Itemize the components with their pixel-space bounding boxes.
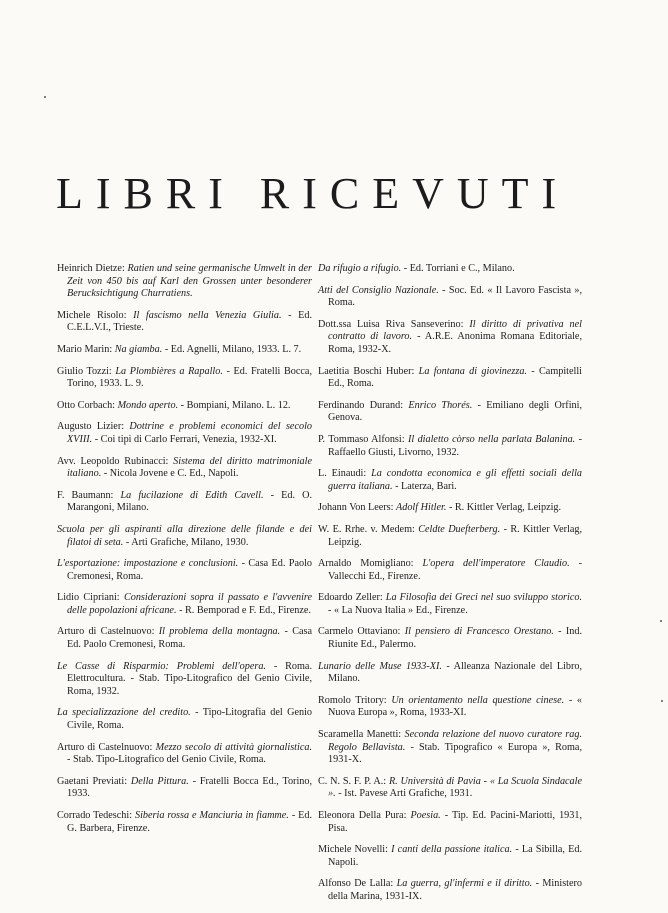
entry-title: La Filosofia dei Greci nel suo sviluppo storico.	[385, 592, 583, 604]
entry-title: La condotta economica e gli effetti sociali della guerra italiana.	[328, 468, 582, 492]
entry-publisher: - « La Nuova Italia » Ed., Firenze.	[328, 604, 468, 616]
entry-publisher: - Ed. C.E.L.V.I., Trieste.	[67, 309, 313, 334]
entry-author: Romolo Tritory:	[318, 694, 387, 706]
entry-publisher: - Stab. Tipo-Litografico del Genio Civile, Roma.	[67, 754, 266, 766]
entry-publisher: - Ed. G. Barbera, Firenze.	[67, 810, 313, 834]
entry-title: Il fascismo nella Venezia Giulia.	[133, 309, 282, 321]
book-entry	[318, 592, 582, 617]
entry-title: Considerazioni sopra il passato e l'avvenire delle popolazioni africane.	[67, 592, 313, 616]
entry-publisher: - A.R.E. Anonima Romana Editoriale, Roma, 1932-X.	[328, 331, 583, 355]
entry-publisher: - « Nuova Europa », Roma, 1933-XI.	[328, 694, 582, 719]
entry-title: Lunario delle Muse 1933-XI.	[318, 660, 442, 672]
book-entry	[318, 661, 582, 686]
entry-title: La fontana di giovinezza.	[418, 365, 527, 377]
entry-author: Alfonso De Lalla:	[318, 878, 394, 890]
book-entry	[57, 310, 312, 335]
print-speck	[661, 700, 663, 702]
book-entry	[318, 468, 582, 493]
entry-author: Gaetani Previati:	[57, 775, 128, 787]
entry-publisher: - Casa Ed. Paolo Cremonesi, Roma.	[67, 626, 312, 651]
entry-publisher: - Emiliano degli Orfini, Genova.	[328, 399, 583, 424]
entry-title: Celdte Duefterberg.	[418, 523, 501, 535]
print-speck	[660, 620, 662, 622]
entry-author: Heinrich Dietze:	[57, 263, 125, 274]
book-entry	[57, 661, 312, 699]
entry-author: Mario Marin:	[57, 343, 113, 355]
entry-title: Il problema della montagna.	[158, 626, 281, 638]
entry-author: Johann Von Leers:	[318, 502, 394, 514]
entry-title: Poesia.	[410, 810, 441, 821]
entry-author: Scaramella Manetti:	[318, 729, 402, 741]
entry-title: Adolf Hitler.	[396, 502, 447, 514]
entry-publisher: - R. Kittler Verlag, Leipzig.	[448, 502, 562, 514]
book-entry	[57, 490, 312, 515]
entry-title: La guerra, gl'infermi e il diritto.	[396, 878, 533, 890]
entry-author: Augusto Lizier:	[57, 421, 125, 433]
book-entry	[318, 400, 582, 425]
entry-publisher: - Ministero della Marina, 1931-IX.	[328, 878, 582, 902]
entry-title: Scuola per gli aspiranti alla direzione delle filande e dei filatoi di seta.	[57, 523, 312, 548]
entry-publisher: - Casa Ed. Paolo Cremonesi, Roma.	[67, 558, 312, 582]
entry-author: Arturo di Castelnuovo:	[57, 626, 155, 638]
entry-title: Siberia rossa e Manciuria in fiamme.	[135, 810, 289, 821]
book-entry	[318, 729, 582, 767]
book-entry	[57, 592, 312, 617]
entry-publisher: - Campitelli Ed., Roma.	[328, 365, 583, 390]
book-entry	[318, 285, 582, 310]
entry-title: Mondo aperto.	[117, 399, 179, 411]
book-entry	[318, 319, 582, 357]
entry-title: R. Università di Pavia - « La Scuola Sindacale ».	[328, 775, 583, 800]
entry-publisher: - Ed. Fratelli Bocca, Torino, 1933. L. 9.	[67, 365, 312, 390]
entry-author: Avv. Leopoldo Rubinacci:	[57, 455, 169, 467]
book-entry	[318, 558, 582, 583]
entry-publisher: - Ed. Torriani e C., Milano.	[403, 263, 515, 274]
book-entry	[57, 366, 312, 391]
entry-publisher: - Nicola Jovene e C. Ed., Napoli.	[103, 468, 239, 480]
entry-author: W. E. Rrhe. v. Medem:	[318, 523, 415, 535]
entry-title: Dottrine e problemi economici del secolo XVIII.	[67, 421, 312, 445]
book-entry	[57, 421, 312, 446]
entry-author: P. Tommaso Alfonsi:	[318, 433, 405, 445]
entry-author: Michele Novelli:	[318, 844, 388, 856]
entry-title: Da rifugio a rifugio.	[318, 263, 402, 274]
entry-publisher: - Raffaello Giusti, Livorno, 1932.	[328, 433, 583, 458]
entry-title: Il pensiero di Francesco Orestano.	[404, 626, 554, 638]
entry-author: Dott.ssa Luisa Riva Sanseverino:	[318, 318, 464, 330]
book-entry	[57, 707, 312, 732]
page-title: LIBRI RICEVUTI	[56, 169, 570, 218]
entry-publisher: - Vallecchi Ed., Firenze.	[328, 558, 582, 582]
entry-author: Arturo di Castelnuovo:	[57, 741, 153, 753]
entry-title: Ratien und seine germanische Umwelt in der Zeit von 450 bis auf Karl den Grossen unter besonderer Berucksichtigung Churratiens.	[67, 263, 312, 300]
entry-publisher: - R. Bemporad e F. Ed., Firenze.	[179, 604, 311, 616]
book-entry	[318, 844, 582, 869]
entry-title: La Plombières a Rapallo.	[115, 365, 223, 377]
entry-publisher: - Fratelli Bocca Ed., Torino, 1933.	[67, 775, 313, 800]
entry-publisher: - Ist. Pavese Arti Grafiche, 1931.	[338, 788, 473, 800]
entry-title: Enrico Thorés.	[408, 399, 473, 411]
print-speck	[44, 96, 46, 98]
entry-publisher: - Alleanza Nazionale del Libro, Milano.	[328, 660, 583, 685]
book-entry	[318, 776, 582, 801]
book-entry	[57, 558, 312, 583]
book-entry	[57, 810, 312, 835]
entry-author: Otto Corbach:	[57, 399, 116, 411]
book-entry	[318, 366, 582, 391]
entry-title: La fucilazione di Edith Cavell.	[120, 489, 264, 501]
book-entry	[57, 344, 312, 357]
entry-publisher: - Tipo-Litografia del Genio Civile, Roma.	[67, 707, 313, 732]
entry-title: Mezzo secolo di attività giornalistica.	[155, 741, 312, 753]
book-entry	[318, 434, 582, 459]
book-entry	[318, 502, 582, 515]
entry-title: L'esportazione: impostazione e conclusioni.	[57, 558, 239, 570]
entry-publisher: - Bompiani, Milano. L. 12.	[180, 399, 291, 411]
entry-publisher: - Arti Grafiche, Milano, 1930.	[125, 536, 249, 548]
entry-author: Laetitia Boschi Huber:	[318, 365, 415, 377]
entry-publisher: - Ed. O. Marangoni, Milano.	[67, 489, 312, 514]
entry-publisher: - Stab. Tipografico « Europa », Roma, 1931-X.	[328, 741, 582, 766]
entry-publisher: - Tip. Ed. Pacini-Mariotti, 1931, Pisa.	[328, 810, 582, 834]
entry-author: L. Einaudi:	[318, 468, 367, 480]
book-entry	[318, 263, 582, 276]
entry-title: Le Casse di Risparmio: Problemi dell'opera.	[57, 660, 266, 672]
entry-title: Un orientamento nella questione cinese.	[391, 694, 565, 706]
entry-author: F. Baumann:	[57, 489, 114, 501]
book-entry	[57, 524, 312, 549]
book-entry	[318, 695, 582, 720]
entry-title: I canti della passione italica.	[391, 844, 513, 856]
entry-publisher: - La Sibilla, Ed. Napoli.	[328, 844, 582, 868]
entry-publisher: - Laterza, Bari.	[395, 480, 457, 492]
entry-title: L'opera dell'imperatore Claudio.	[422, 558, 570, 570]
book-entry	[57, 776, 312, 801]
entry-author: Corrado Tedeschi:	[57, 810, 133, 821]
entry-publisher: - Soc. Ed. « Il Lavoro Fascista », Roma.	[328, 284, 583, 309]
book-entry	[57, 400, 312, 413]
entry-author: Edoardo Zeller:	[318, 592, 383, 604]
entry-title: Atti del Consiglio Nazionale.	[318, 284, 439, 296]
entry-title: Il diritto di privativa nel contratto di lavoro.	[328, 318, 583, 343]
entry-author: Lidio Cipriani:	[57, 592, 120, 604]
entry-author: Carmelo Ottaviano:	[318, 626, 401, 638]
entry-title: Seconda relazione del nuovo curatore rag. Regolo Bellavista.	[328, 729, 583, 753]
entry-title: La specializzazione del credito.	[57, 707, 191, 719]
entry-publisher: - R. Kittler Verlag, Leipzig.	[328, 523, 583, 548]
book-entry	[318, 524, 582, 549]
book-entry	[318, 626, 582, 651]
entry-title: Il dialetto còrso nella parlata Balanina.	[407, 433, 576, 445]
entry-publisher: - Ed. Agnelli, Milano, 1933. L. 7.	[164, 343, 302, 355]
entry-publisher: - Coi tipi di Carlo Ferrari, Venezia, 1932-XI.	[94, 433, 277, 445]
book-entry	[57, 263, 312, 301]
book-entry	[57, 626, 312, 651]
book-entry	[57, 456, 312, 481]
entry-author: Giulio Tozzi:	[57, 365, 112, 377]
book-entry	[57, 742, 312, 767]
book-entry	[318, 810, 582, 835]
entry-author: Michele Risolo:	[57, 309, 127, 321]
entry-title: Na giamba.	[114, 343, 163, 355]
entry-publisher: - Ind. Riunite Ed., Palermo.	[328, 626, 582, 651]
entry-author: Arnaldo Momigliano:	[318, 558, 414, 570]
entry-author: C. N. S. F. P. A.:	[318, 775, 387, 787]
entry-author: Ferdinando Durand:	[318, 399, 404, 411]
entry-publisher: - Roma. Elettrocultura. - Stab. Tipo-Litografico del Genio Civile, Roma, 1932.	[67, 660, 312, 697]
left-column	[57, 263, 312, 844]
entry-title: Della Pittura.	[130, 775, 189, 787]
entry-author: Eleonora Della Pura:	[318, 810, 407, 821]
entry-title: Sistema del diritto matrimoniale italiano.	[67, 455, 312, 480]
right-column	[318, 263, 582, 913]
